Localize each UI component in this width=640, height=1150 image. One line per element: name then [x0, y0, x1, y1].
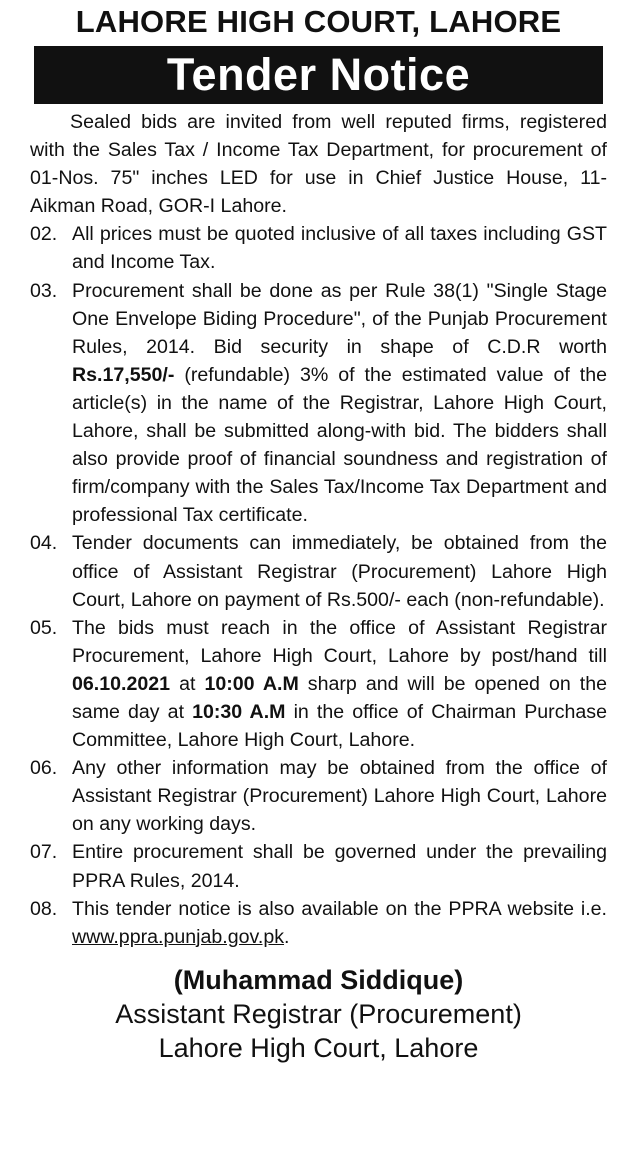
signature-block: [30, 963, 607, 1065]
clause-number: 03.: [30, 279, 58, 302]
clause-text: Tender documents can immediately, be obtained from the office of Assistant Registrar (Procurement) Lahore High Court, Lahore on payment of Rs.500/- each (non-refundable).: [72, 532, 607, 611]
clause-number: 07.: [30, 841, 58, 864]
clause-text-part: in the office of Chairman Purchase Committee, Lahore High Court, Lahore.: [72, 700, 607, 752]
clause-text-part: at: [170, 672, 205, 695]
signatory-designation: Assistant Registrar (Procurement): [115, 998, 522, 1029]
clause-text: Entire procurement shall be governed under the prevailing PPRA Rules, 2014.: [72, 841, 607, 892]
signatory-office: Lahore High Court, Lahore: [158, 1032, 479, 1063]
clause-text: [72, 277, 607, 530]
deadline-date: 06.10.2021: [72, 672, 171, 695]
clause-06: [30, 754, 607, 838]
clause-text: [72, 895, 607, 951]
clause-text-part: This tender notice is also available on the PPRA website i.e.: [72, 897, 607, 920]
clause-07: [30, 838, 607, 894]
clause-text-part: (refundable) 3% of the estimated value of the article(s) in the name of the Registrar, Lahore High Court, Lahore, shall be submitted along-with bid. The bidders shall also provide proof of financial soundness and registration of firm/company with the Sales Tax/Income Tax Department and professional Tax certificate.: [72, 363, 607, 527]
signatory-name: (Muhammad Siddique): [173, 964, 464, 995]
clause-text-part: Procurement shall be done as per Rule 38(1) "Single Stage One Envelope Biding Procedure", of the Punjab Procurement Rules, 2014. Bid security in shape of C.D.R worth: [72, 279, 607, 358]
clause-text: All prices must be quoted inclusive of all taxes including GST and Income Tax.: [72, 223, 607, 274]
clause-05: [30, 614, 607, 754]
clause-02: [30, 220, 607, 276]
clause-number: 08.: [30, 897, 58, 920]
clause-text: [72, 614, 607, 754]
clause-text-part: The bids must reach in the office of Assistant Registrar Procurement, Lahore High Court, Lahore by post/hand till: [72, 616, 607, 667]
clause-text-part: .: [284, 925, 290, 948]
clause-08: [30, 895, 607, 951]
notice-body: [30, 108, 607, 951]
clause-04: [30, 529, 607, 613]
court-title: LAHORE HIGH COURT, LAHORE: [75, 4, 562, 39]
clause-text-part: sharp and will be opened on the same day at: [72, 672, 608, 723]
clause-number: 06.: [30, 757, 58, 780]
deadline-time: 10:00 A.M: [204, 672, 299, 695]
intro-paragraph: Sealed bids are invited from well reputed firms, registered with the Sales Tax / Income Tax Department, for procurement of 01-Nos. 75" inches LED for use in Chief Justice House, 11-Aikman Road, GOR-I Lahore.: [30, 111, 607, 218]
ppra-website-link[interactable]: www.ppra.punjab.gov.pk: [72, 925, 285, 948]
tender-notice-banner: Tender Notice: [34, 46, 603, 104]
clause-number: 02.: [30, 223, 58, 246]
clause-number: 05.: [30, 616, 58, 639]
opening-time: 10:30 A.M: [192, 700, 286, 723]
clause-number: 04.: [30, 532, 58, 555]
clause-03: [30, 277, 607, 530]
bid-security-amount: Rs.17,550/-: [72, 363, 175, 386]
clause-text: Any other information may be obtained from the office of Assistant Registrar (Procurement) Lahore High Court, Lahore on any working days.: [72, 757, 607, 836]
